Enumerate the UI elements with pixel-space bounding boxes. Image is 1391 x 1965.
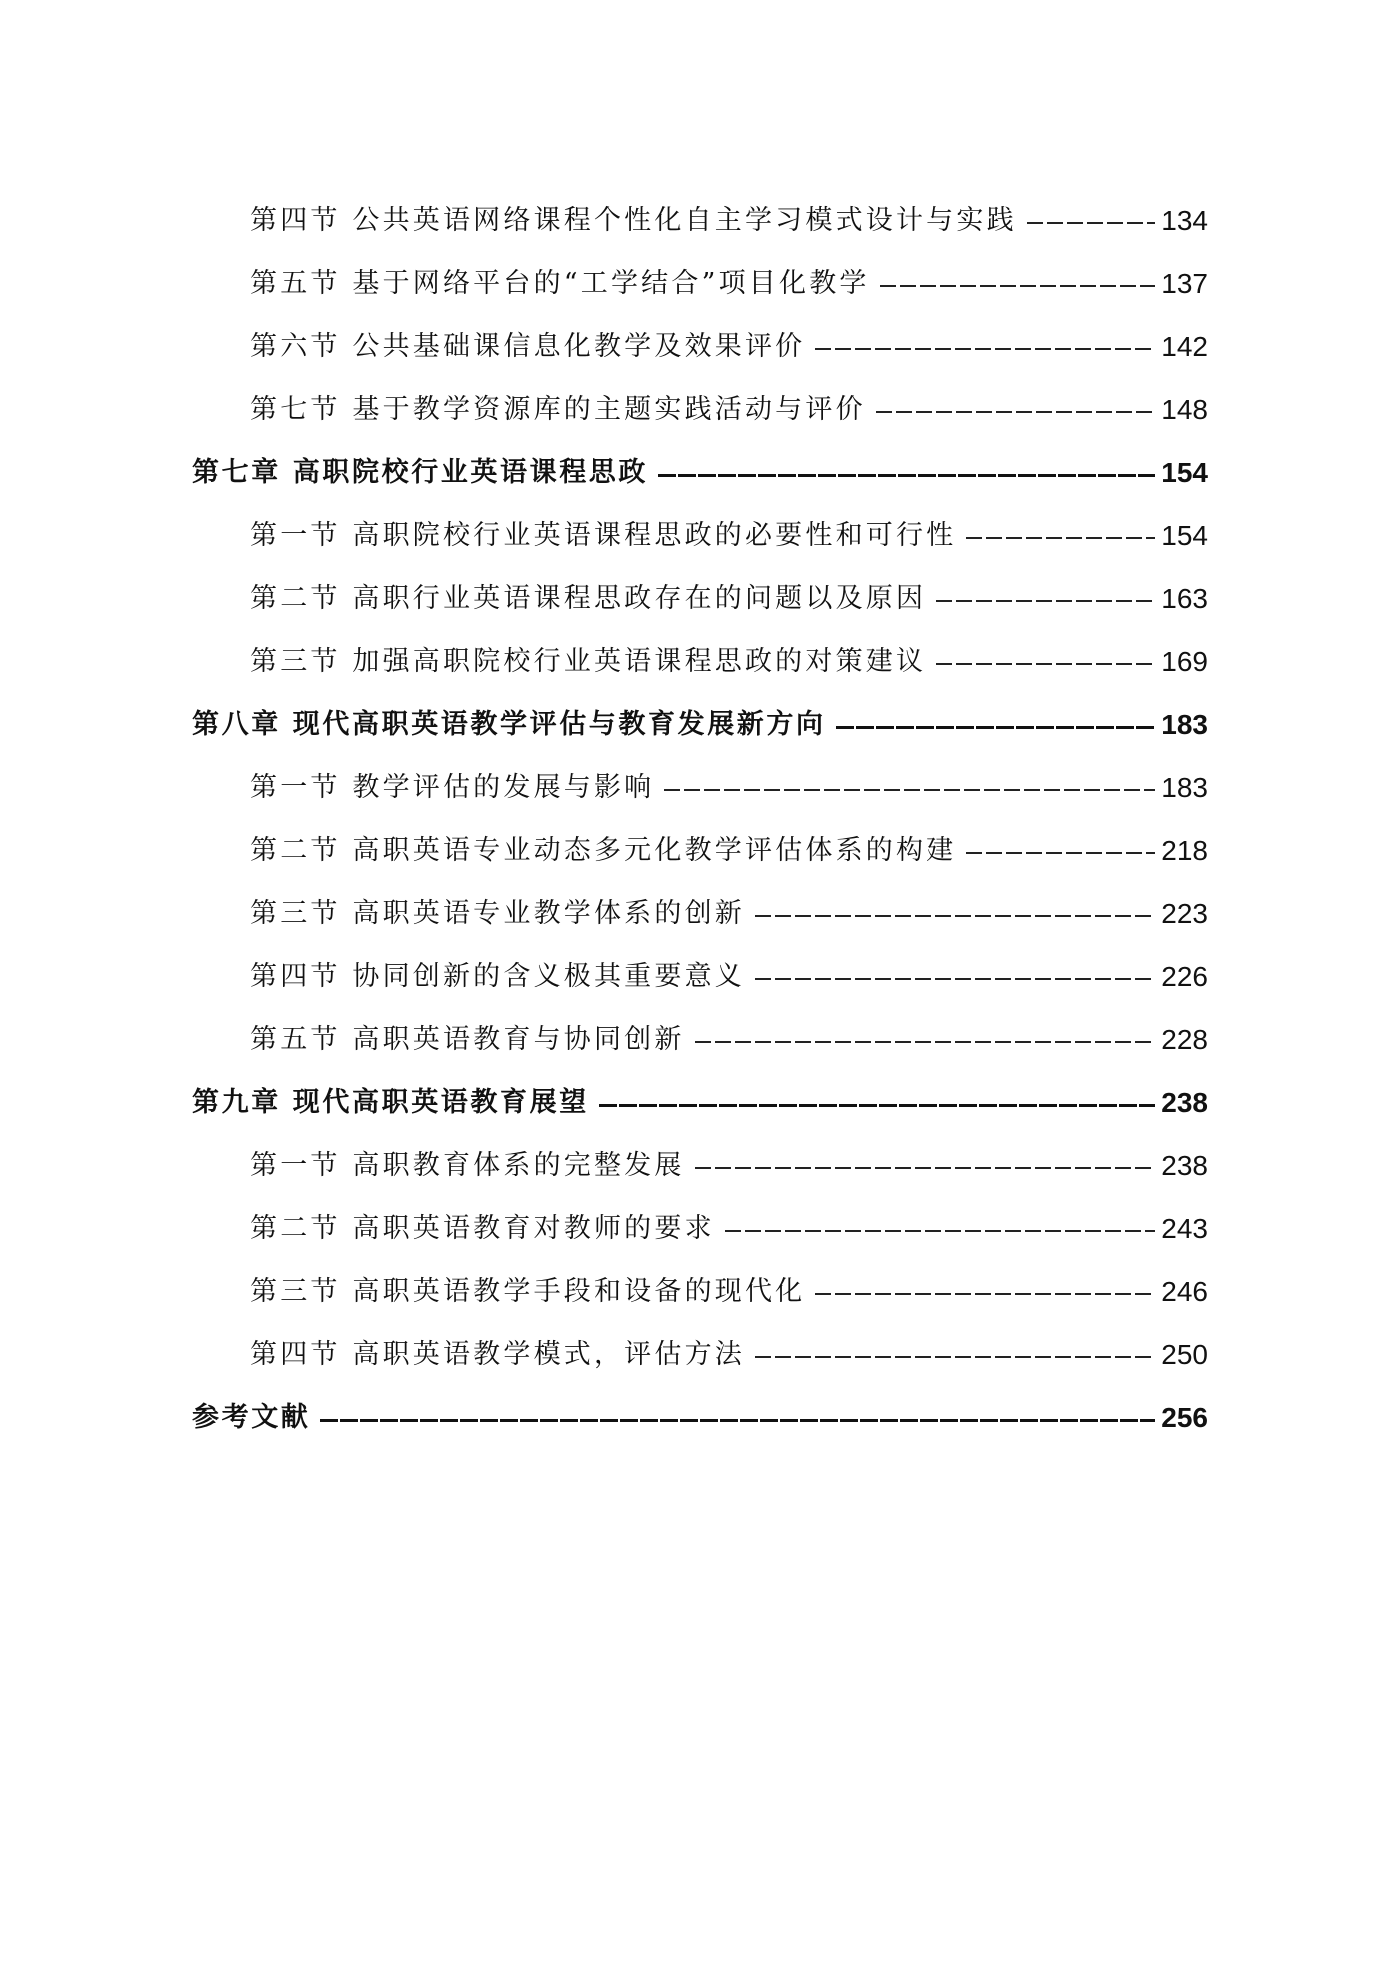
dot-leader (966, 852, 1155, 854)
toc-page-number: 246 (1161, 1276, 1208, 1307)
toc-entry-title: 第三节 加强高职院校行业英语课程思政的对策建议 (250, 646, 927, 677)
toc-page-number: 142 (1161, 331, 1208, 362)
toc-chapter-title: 第九章 现代高职英语教育展望 (192, 1087, 589, 1118)
toc-page-number: 238 (1161, 1087, 1208, 1118)
toc-entry-title: 第四节 高职英语教学模式，评估方法 (250, 1339, 745, 1370)
dot-leader (815, 348, 1155, 350)
toc-chapter-entry (192, 705, 1208, 745)
toc-page-number: 256 (1161, 1402, 1208, 1433)
toc-entry-title: 第七节 基于教学资源库的主题实践活动与评价 (250, 394, 866, 425)
toc-entry-title: 第三节 高职英语教学手段和设备的现代化 (250, 1276, 806, 1307)
toc-entry (250, 579, 1208, 619)
toc-chapter-title: 第八章 现代高职英语教学评估与教育发展新方向 (192, 709, 826, 740)
toc-chapter-title: 第七章 高职院校行业英语课程思政 (192, 457, 648, 488)
toc-entry-title: 第四节 协同创新的含义极其重要意义 (250, 961, 745, 992)
dot-leader (836, 726, 1156, 729)
toc-page-number: 226 (1161, 961, 1208, 992)
toc-entry-title: 第五节 基于网络平台的“工学结合”项目化教学 (250, 268, 870, 299)
toc-page-number: 137 (1161, 268, 1208, 299)
toc-page-number: 223 (1161, 898, 1208, 929)
toc-entry (250, 264, 1208, 304)
toc-entry-title: 第二节 高职英语教育对教师的要求 (250, 1213, 715, 1244)
dot-leader (880, 285, 1156, 287)
toc-entry (250, 1272, 1208, 1312)
toc-page-number: 238 (1161, 1150, 1208, 1181)
toc-entry-title: 第一节 高职教育体系的完整发展 (250, 1150, 685, 1181)
toc-chapter-entry (192, 1083, 1208, 1123)
dot-leader (664, 789, 1155, 791)
toc-entry-title: 第五节 高职英语教育与协同创新 (250, 1024, 685, 1055)
toc-entry (250, 390, 1208, 430)
dot-leader (1027, 222, 1155, 224)
toc-entry (250, 957, 1208, 997)
toc-entry (250, 327, 1208, 367)
toc-references-entry (192, 1398, 1208, 1438)
toc-page-number: 228 (1161, 1024, 1208, 1055)
toc-entry-title: 第一节 教学评估的发展与影响 (250, 772, 655, 803)
toc-entry (250, 768, 1208, 808)
toc-entry-title: 第一节 高职院校行业英语课程思政的必要性和可行性 (250, 520, 957, 551)
dot-leader (658, 474, 1155, 477)
toc-entry (250, 201, 1208, 241)
toc-page-number: 183 (1161, 772, 1208, 803)
dot-leader (936, 663, 1155, 665)
dot-leader (320, 1419, 1155, 1422)
toc-entry-title: 第三节 高职英语专业教学体系的创新 (250, 898, 745, 929)
dot-leader (936, 600, 1155, 602)
dot-leader (815, 1293, 1155, 1295)
toc-entry-title: 第四节 公共英语网络课程个性化自主学习模式设计与实践 (250, 205, 1017, 236)
dot-leader (695, 1041, 1156, 1043)
toc-entry-title: 第六节 公共基础课信息化教学及效果评价 (250, 331, 806, 362)
toc-entry (250, 1335, 1208, 1375)
dot-leader (876, 411, 1155, 413)
toc-entry (250, 516, 1208, 556)
toc-entry-title: 第二节 高职英语专业动态多元化教学评估体系的构建 (250, 835, 957, 866)
toc-page-number: 134 (1161, 205, 1208, 236)
toc-entry (250, 1209, 1208, 1249)
toc-entry (250, 1020, 1208, 1060)
toc-page-number: 154 (1161, 457, 1208, 488)
toc-entry (250, 642, 1208, 682)
dot-leader (755, 915, 1155, 917)
toc-page-number: 218 (1161, 835, 1208, 866)
dot-leader (599, 1104, 1155, 1107)
toc-page-number: 169 (1161, 646, 1208, 677)
toc-page-number: 154 (1161, 520, 1208, 551)
dot-leader (755, 1356, 1155, 1358)
dot-leader (695, 1167, 1156, 1169)
toc-entry-title: 第二节 高职行业英语课程思政存在的问题以及原因 (250, 583, 927, 614)
toc-entry (250, 1146, 1208, 1186)
dot-leader (725, 1230, 1155, 1232)
dot-leader (755, 978, 1155, 980)
toc-page-number: 148 (1161, 394, 1208, 425)
toc-page-number: 163 (1161, 583, 1208, 614)
toc-entry (250, 831, 1208, 871)
toc-page-number: 250 (1161, 1339, 1208, 1370)
toc-chapter-title: 参考文献 (192, 1402, 311, 1433)
toc-page-number: 183 (1161, 709, 1208, 740)
toc-page-number: 243 (1161, 1213, 1208, 1244)
toc-chapter-entry (192, 453, 1208, 493)
toc-entry (250, 894, 1208, 934)
dot-leader (966, 537, 1155, 539)
